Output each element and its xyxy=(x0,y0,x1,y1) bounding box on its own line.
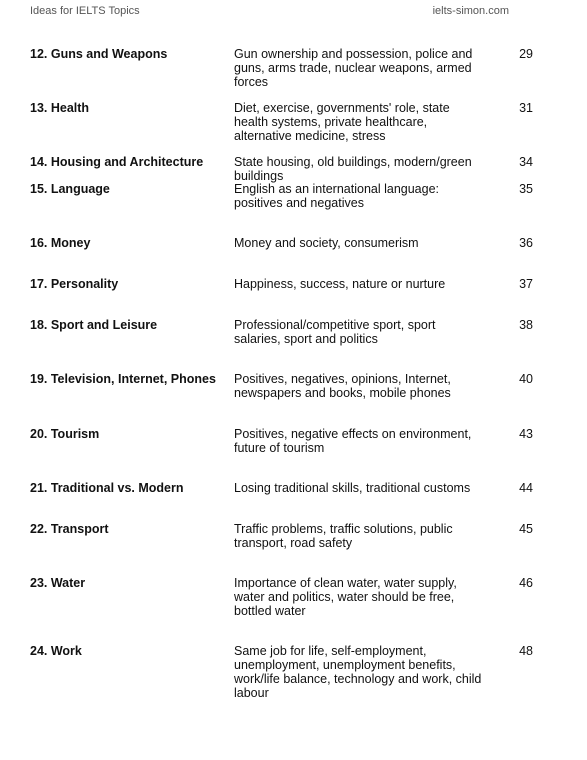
topic-title: 23. Water xyxy=(30,576,86,590)
page-number: 43 xyxy=(519,427,533,441)
topic-title: 20. Tourism xyxy=(30,427,100,441)
topic-description: Losing traditional skills, traditional customs xyxy=(234,481,471,495)
page-number: 46 xyxy=(519,576,533,590)
page-number: 35 xyxy=(519,182,533,196)
page-number: 38 xyxy=(519,318,533,332)
page-number: 31 xyxy=(519,101,533,115)
page-number: 45 xyxy=(519,522,533,536)
topic-title: 16. Money xyxy=(30,236,91,250)
topic-description: Positives, negative effects on environment, future of tourism xyxy=(234,427,472,455)
topic-description: Traffic problems, traffic solutions, public transport, road safety xyxy=(234,522,453,550)
topic-description: English as an international language: positives and negatives xyxy=(234,182,440,210)
page-number: 34 xyxy=(519,155,533,169)
topic-title: 24. Work xyxy=(30,644,82,658)
topic-description: Happiness, success, nature or nurture xyxy=(234,277,446,291)
topic-description: Positives, negatives, opinions, Internet, newspapers and books, mobile phones xyxy=(234,372,451,400)
page-number: 44 xyxy=(519,481,533,495)
topic-title: 17. Personality xyxy=(30,277,119,291)
page-header xyxy=(30,5,509,19)
topic-description: Diet, exercise, governments' role, state health systems, private healthcare, alternative medicine, stress xyxy=(234,101,450,143)
topic-title: 19. Television, Internet, Phones xyxy=(30,372,216,386)
topic-title: 13. Health xyxy=(30,101,90,115)
topic-title: 21. Traditional vs. Modern xyxy=(30,481,184,495)
topic-title: 18. Sport and Leisure xyxy=(30,318,158,332)
topic-description: Professional/competitive sport, sport salaries, sport and politics xyxy=(234,318,436,346)
page-number: 29 xyxy=(519,47,533,61)
topic-description: State housing, old buildings, modern/green buildings xyxy=(234,155,472,183)
page-number: 37 xyxy=(519,277,533,291)
topic-title: 12. Guns and Weapons xyxy=(30,47,168,61)
page-number: 40 xyxy=(519,372,533,386)
topic-description: Gun ownership and possession, police and guns, arms trade, nuclear weapons, armed forces xyxy=(234,47,473,89)
page-number: 36 xyxy=(519,236,533,250)
header-site: ielts-simon.com xyxy=(432,5,509,17)
header-title: Ideas for IELTS Topics xyxy=(30,5,140,17)
topic-title: 22. Transport xyxy=(30,522,109,536)
topic-description: Importance of clean water, water supply, water and politics, water should be free, bottled water xyxy=(234,576,457,618)
topic-title: 15. Language xyxy=(30,182,110,196)
topic-description: Same job for life, self-employment, unemployment, unemployment benefits, work/life balance, technology and work, child labour xyxy=(234,644,482,700)
topic-title: 14. Housing and Architecture xyxy=(30,155,204,169)
topic-description: Money and society, consumerism xyxy=(234,236,419,250)
page-number: 48 xyxy=(519,644,533,658)
